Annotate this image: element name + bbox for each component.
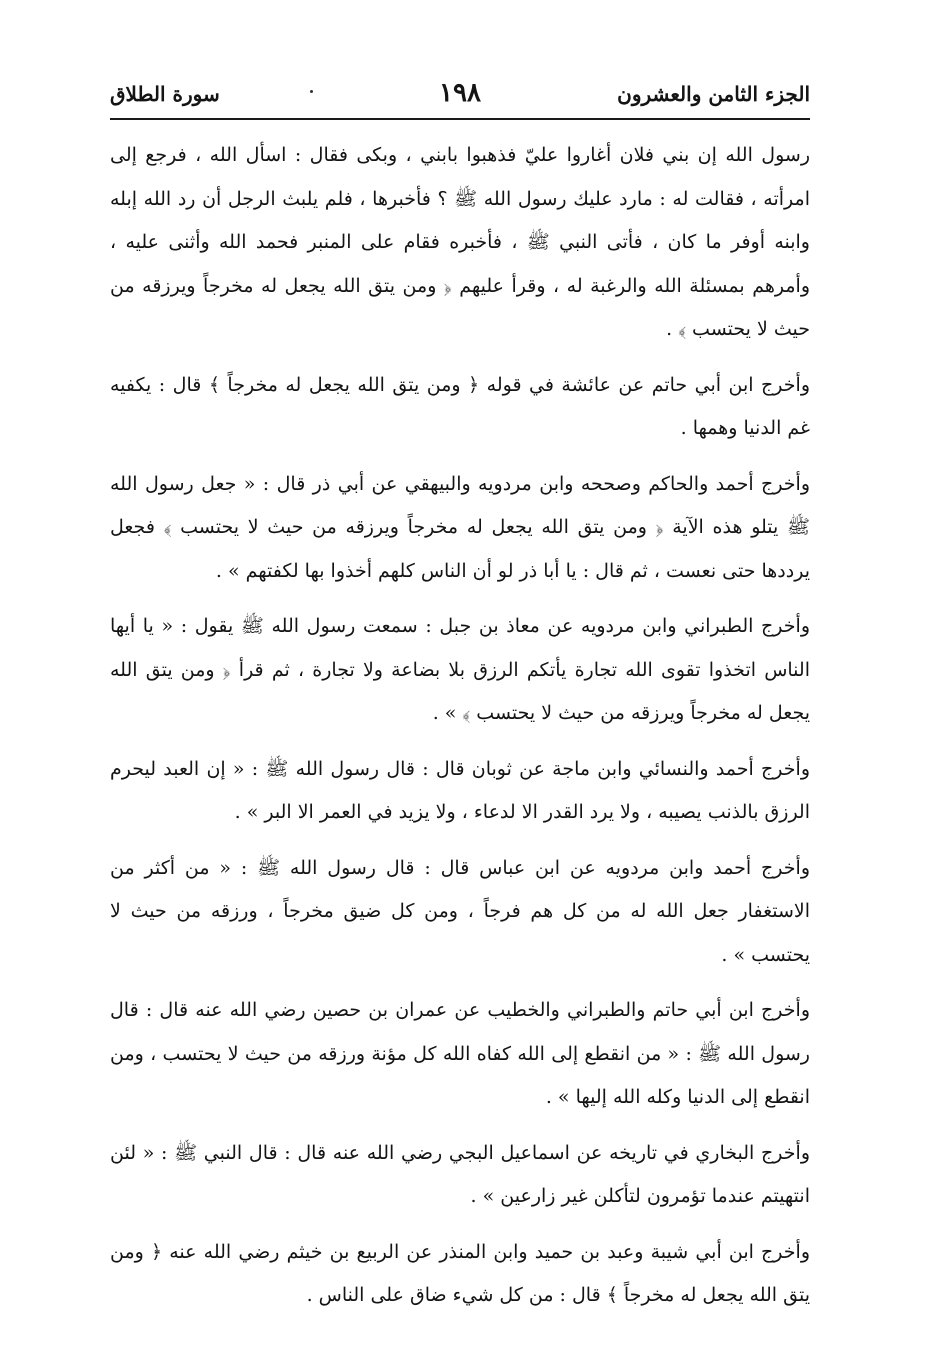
paragraph: وأخرج البخاري في تاريخه عن اسماعيل البجي رضي الله عنه قال : قال النبي ﷺ : « لئن انتهيتم عندما تؤمرون لتأكلن غير زارعين » . — [110, 1141, 810, 1207]
paragraph: وأخرج ابن أبي شيبة وعبد بن حميد وابن المنذر عن الربيع بن خيثم رضي الله عنه ﴿ ومن يتق الله يجعل له مخرجاً ﴾ قال : من كل شيء ضاق على الناس . — [110, 1240, 810, 1306]
paragraph: وأخرج ابن أبي حاتم والطبراني والخطيب عن عمران بن حصين رضي الله عنه قال : قال رسول الله ﷺ : « من انقطع إلى الله كفاه الله كل مؤنة ورزقه من حيث لا يحتسب ، ومن انقطع إلى الدنيا وكله الله إليها » . — [110, 999, 810, 1108]
running-header — [110, 70, 810, 120]
part-title: الجزء الثامن والعشرون — [617, 82, 810, 106]
book-page — [110, 70, 810, 1330]
page-body — [110, 134, 810, 1318]
page-number: ١٩٨ — [439, 78, 481, 108]
paragraph: وأخرج أحمد والنسائي وابن ماجة عن ثوبان قال : قال رسول الله ﷺ : « إن العبد ليحرم الرزق بالذنب يصيبه ، ولا يرد القدر الا لدعاء ، ولا يزيد في العمر الا البر » . — [110, 757, 810, 823]
paragraph: وأخرج أحمد وابن مردويه عن ابن عباس قال : قال رسول الله ﷺ : « من أكثر من الاستغفار جعل الله له من كل هم فرجاً ، ومن كل ضيق مخرجاً ، ورزقه من حيث لا يحتسب » . — [110, 856, 810, 966]
header-dot — [310, 90, 313, 93]
paragraph: وأخرج أحمد والحاكم وصححه وابن مردويه والبيهقي عن أبي ذر قال : « جعل رسول الله ﷺ يتلو هذه الآية ﴿ ومن يتق الله يجعل له مخرجاً ويرزقه من حيث لا يحتسب ﴾ فجعل يرددها حتى نعست ، ثم قال : يا أبا ذر لو أن الناس كلهم أخذوا بها لكفتهم » . — [110, 472, 810, 582]
paragraph: وأخرج الطبراني وابن مردويه عن معاذ بن جبل : سمعت رسول الله ﷺ يقول : « يا أيها الناس اتخذوا تقوى الله تجارة يأتكم الرزق بلا بضاعة ولا تجارة ، ثم قرأ ﴿ ومن يتق الله يجعل له مخرجاً ويرزقه من حيث لا يحتسب ﴾ » . — [110, 615, 810, 724]
paragraph: وأخرج ابن أبي حاتم عن عائشة في قوله ﴿ ومن يتق الله يجعل له مخرجاً ﴾ قال : يكفيه غم الدنيا وهمها . — [110, 373, 810, 439]
paragraph: رسول الله إن بني فلان أغاروا عليّ فذهبوا بابني ، وبكى فقال : اسأل الله ، فرجع إلى امرأته ، فقالت له : مارد عليك رسول الله ﷺ ؟ فأخبرها ، فلم يلبث الرجل أن رد الله إبله وابنه أوفر ما كان ، فأتى النبي ﷺ ، فأخبره فقام على المنبر فحمد الله وأثنى عليه ، وأمرهم بمسئلة الله والرغبة له ، وقرأ عليهم ﴿ ومن يتق الله يجعل له مخرجاً ويرزقه من حيث لا يحتسب ﴾ . — [110, 144, 810, 340]
surah-title: سورة الطلاق — [110, 82, 220, 106]
